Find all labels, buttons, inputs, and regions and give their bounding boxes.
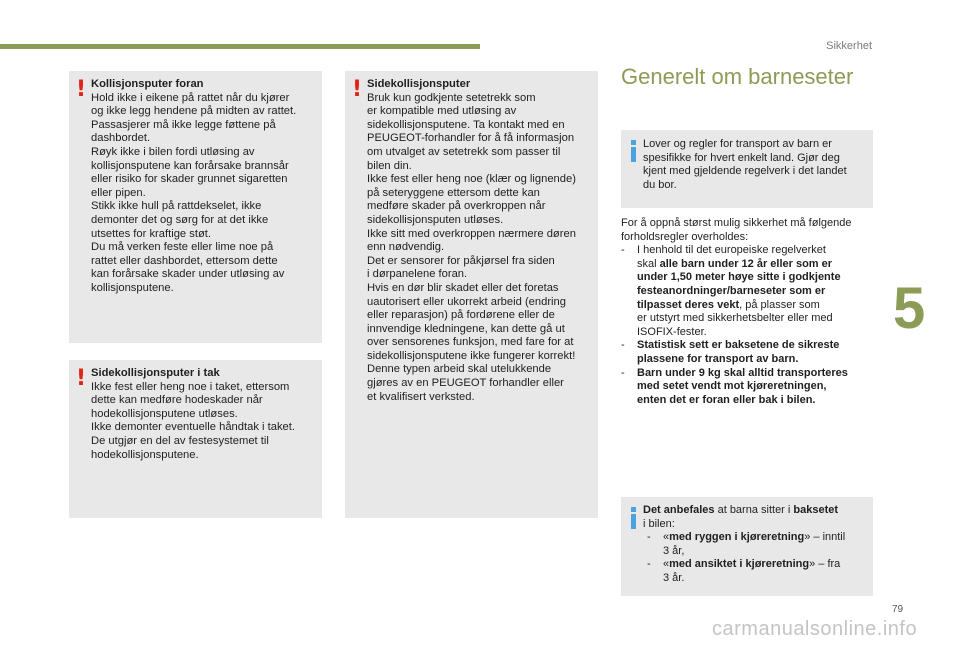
info-icon	[627, 140, 643, 162]
info-icon	[627, 507, 643, 529]
watermark: carmanualsonline.info	[712, 618, 918, 640]
list-item: - «med ansiktet i kjøreretning» – fra 3 år.	[647, 558, 841, 584]
warning-body: Bruk kun godkjente setetrekk som er kompatible med utløsing av sidekollisjonsputene. Ta kontakt med en PEUGEOT-forhandler for å få informasjon om utvalget av setetrekk som passer til bilen din. Ikke fest eller heng noe (klær og lignende) på seteryggene ettersom dette kan medføre skader på overkroppen når sidekollisjonsputen utløses. Ikke sitt med overkroppen nærmere døren enn nødvendig. Det er sensorer for påkjørsel fra siden i dørpanelene foran. Hvis en dør blir skadet eller det foretas uautorisert eller ukorrekt arbeid (endring eller reparasjon) på fordørene eller de innvendige kledningene, kan dette gå ut over sensorenes funksjon, med fare for at sidekollisjonsputene ikke fungerer korrekt! Denne typen arbeid skal utelukkende gjøres av en PEUGEOT forhandler eller et kvalifisert verksted.	[367, 91, 576, 403]
warning-title: Sidekollisjonsputer i tak	[91, 367, 220, 379]
warning-box-roof-airbags	[69, 360, 322, 518]
warning-title: Kollisjonsputer foran	[91, 78, 204, 90]
warning-body: Hold ikke i eikene på rattet når du kjører og ikke legg hendene på midten av rattet. Passasjerer må ikke legge føttene på dashbordet. Røyk ikke i bilen fordi utløsing av kollisjonsputene kan forårsake brannsår eller risiko for skader grunnet sigaretten eller pipen. Stikk ikke hull på rattdekselet, ikke demonter det og sørg for at det ikke utsettes for kraftige støt. Du må verken feste eller lime noe på rattet eller dashbordet, ettersom dette kan forårsake skader under utløsing av kollisjonsputene.	[91, 91, 297, 294]
section-label: Sikkerhet	[826, 40, 872, 52]
warning-box-side-airbags	[345, 71, 598, 518]
info-text: Lover og regler for transport av barn er spesifikke for hvert enkelt land. Gjør deg kjent med gjeldende regelverk i det landet du bor.	[643, 138, 847, 191]
exclamation-icon: !	[76, 77, 87, 102]
recommendation-text: Det anbefales at barna sitter i baksetet i bilen:	[643, 504, 839, 530]
info-box-recommendation	[621, 497, 873, 596]
chapter-number: 5	[893, 276, 926, 341]
list-item: - Barn under 9 kg skal alltid transporteres med setet vendt mot kjøreretningen, enten det er foran eller bak i bilen.	[621, 366, 848, 406]
rules-section	[621, 217, 883, 407]
list-item: - I henhold til det europeiske regelverket skal alle barn under 12 år eller som er under 1,50 meter høye sitte i godkjente festeanordninger/barneseter som er tilpasset deres vekt, på plasser som er utstyrt med sikkerhetsbelter eller med ISOFIX-fester.	[621, 244, 841, 338]
warning-box-front-airbags	[69, 71, 322, 343]
exclamation-icon: !	[76, 366, 87, 391]
rules-intro: For å oppnå størst mulig sikkerhet må følgende forholdsregler overholdes:	[621, 217, 852, 243]
list-item: - Statistisk sett er baksetene de sikreste plassene for transport av barn.	[621, 339, 840, 365]
info-box-laws	[621, 130, 873, 208]
header-accent-bar	[0, 44, 480, 49]
exclamation-icon: !	[352, 77, 363, 102]
warning-title: Sidekollisjonsputer	[367, 78, 471, 90]
warning-body: Ikke fest eller heng noe i taket, ettersom dette kan medføre hodeskader når hodekollisjonsputene utløses. Ikke demonter eventuelle håndtak i taket. De utgjør en del av festesystemet til hodekollisjonsputene.	[91, 380, 295, 461]
page-number: 79	[892, 604, 904, 615]
page-title: Generelt om barneseter	[621, 64, 854, 89]
list-item: - «med ryggen i kjøreretning» – inntil 3 år,	[647, 531, 846, 557]
